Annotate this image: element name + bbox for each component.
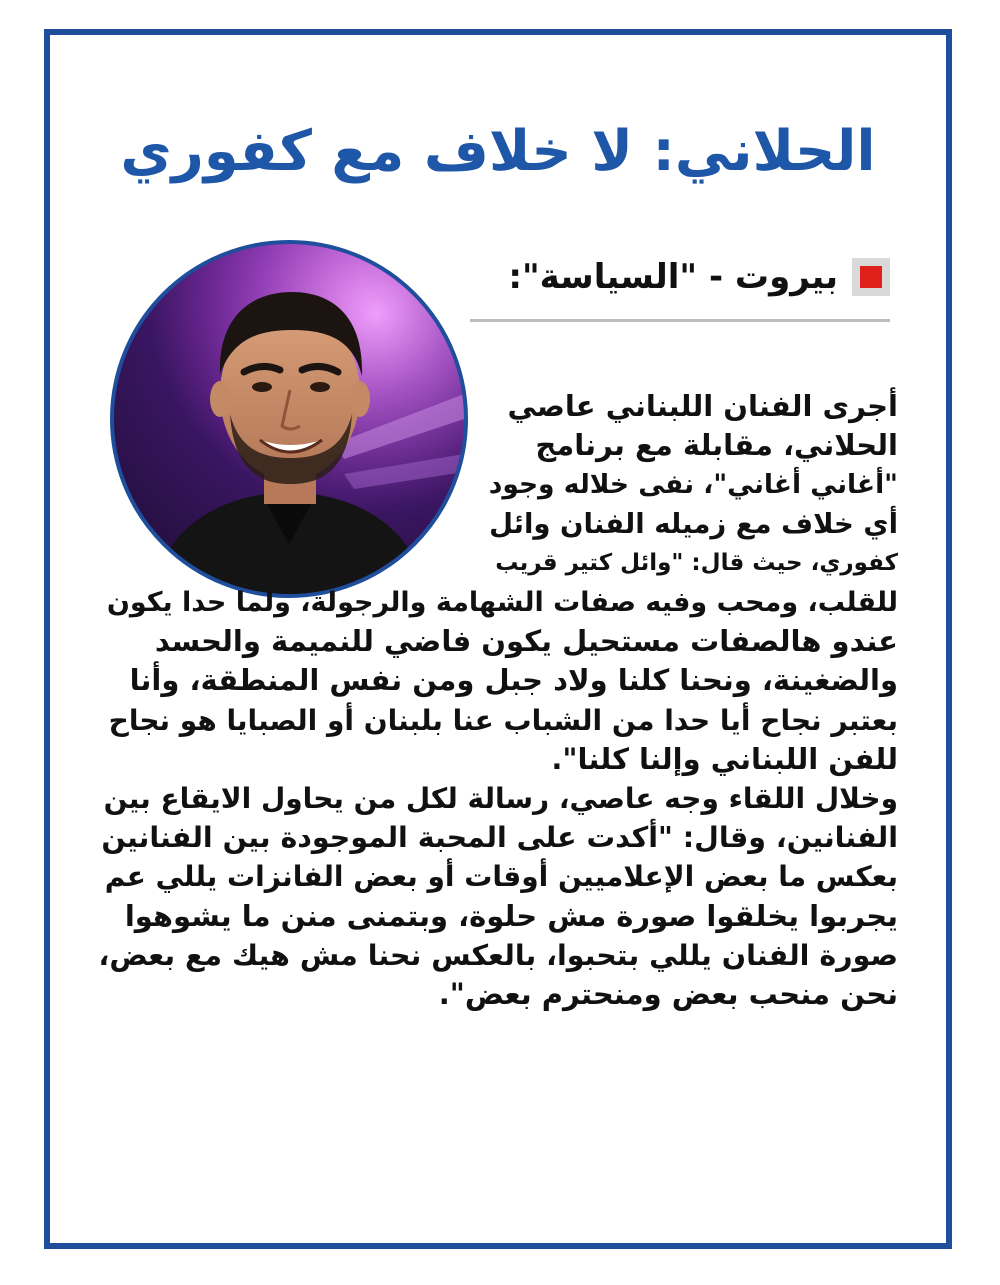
body-line: صورة الفنان يللي بتحبوا، بالعكس نحنا مش هيك مع بعض،: [98, 938, 898, 972]
body-line: عندو هالصفات مستحيل يكون فاضي للنميمة والحسد: [154, 624, 898, 659]
headline: الحلاني: لا خلاف مع كفوري: [120, 119, 876, 184]
dateline-square-icon: [852, 258, 890, 296]
body-line: كفوري، حيث قال: "وائل كتير قريب: [495, 549, 898, 576]
body-line: الحلاني، مقابلة مع برنامج: [535, 428, 898, 463]
body-line: يجربوا يخلقوا صورة مش حلوة، وبتمنى منن ما يشوهوا: [124, 898, 898, 933]
body-line: وخلال اللقاء وجه عاصي، رسالة لكل من يحاول الايقاع بين: [103, 782, 898, 816]
body-line: للفن اللبناني وإلنا كلنا".: [551, 741, 898, 776]
body-line: الفنانين، وقال: "أكدت على المحبة الموجودة بين الفنانين: [101, 821, 898, 855]
body-line: نحن منحب بعض ومنحترم بعض".: [438, 977, 898, 1012]
dateline: [508, 257, 890, 297]
divider-rule: [470, 319, 890, 322]
body-line: أجرى الفنان اللبناني عاصي: [507, 389, 898, 423]
body-line: بعكس ما بعض الإعلاميين أوقات أو بعض الفانزات يللي عم: [104, 860, 898, 894]
body-line: والضغينة، ونحنا كلنا ولاد جبل ومن نفس المنطقة، وأنا: [129, 663, 898, 698]
body-line: بعتبر نجاح أيا حدا من الشباب عنا بلبنان أو الصبايا هو نجاح: [108, 703, 898, 737]
body-line: أي خلاف مع زميله الفنان وائل: [489, 507, 898, 540]
body-line: "أغاني أغاني"، نفى خلاله وجود: [488, 469, 898, 501]
body-line: للقلب، ومحب وفيه صفات الشهامة والرجولة، ولما حدا يكون: [106, 587, 898, 619]
dateline-text: بيروت - "السياسة":: [508, 257, 838, 297]
article-frame: [44, 29, 952, 1249]
article-body: [98, 387, 898, 1014]
